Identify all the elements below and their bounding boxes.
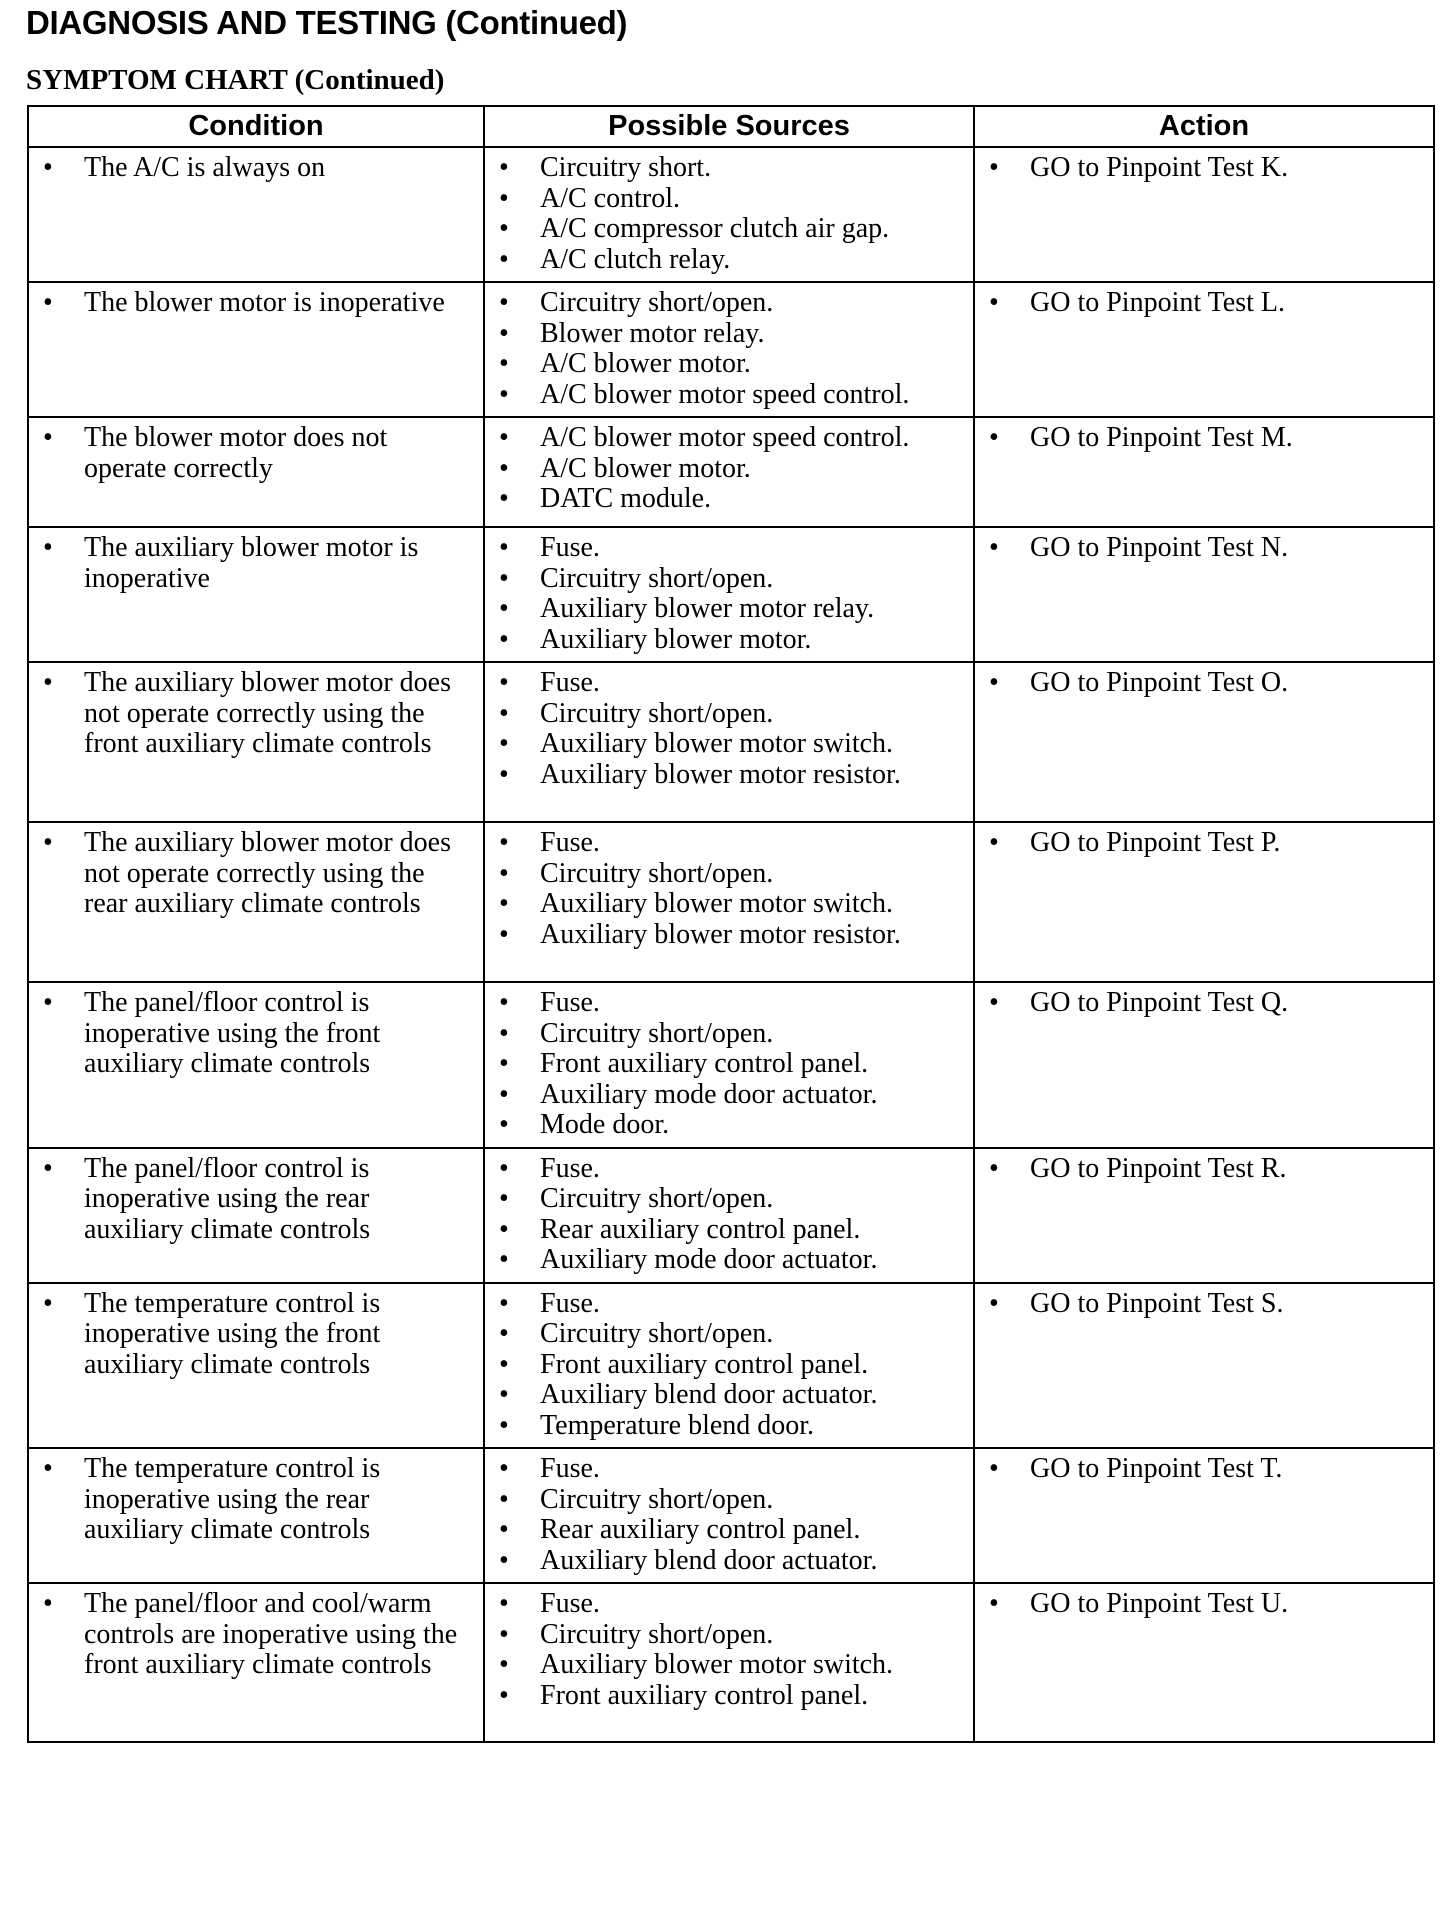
possible-source-item: • Auxiliary mode door actuator. (493, 1245, 965, 1276)
table-row (28, 1283, 1434, 1449)
action-cell (974, 1148, 1434, 1283)
action-text: • GO to Pinpoint Test M. (983, 423, 1425, 454)
condition-text: • The temperature control is inoperative using the rear auxiliary climate controls (37, 1454, 475, 1546)
possible-sources-list (493, 828, 965, 950)
possible-source-item: • Circuitry short/open. (493, 1319, 965, 1350)
possible-source-item: • Rear auxiliary control panel. (493, 1515, 965, 1546)
possible-source-item: • A/C blower motor speed control. (493, 380, 965, 411)
possible-sources-list (493, 988, 965, 1141)
condition-list (37, 153, 475, 184)
condition-list (37, 1454, 475, 1546)
possible-sources-cell (484, 417, 974, 527)
possible-sources-list (493, 288, 965, 410)
possible-sources-list (493, 533, 965, 655)
possible-sources-cell (484, 1148, 974, 1283)
action-list (983, 1289, 1425, 1320)
column-header-possible-sources: Possible Sources (484, 106, 974, 147)
action-text: • GO to Pinpoint Test N. (983, 533, 1425, 564)
condition-text: • The panel/floor control is inoperative using the rear auxiliary climate controls (37, 1154, 475, 1246)
possible-source-item: • Circuitry short/open. (493, 288, 965, 319)
condition-text: • The A/C is always on (37, 153, 475, 184)
possible-source-item: • DATC module. (493, 484, 965, 515)
condition-text: • The panel/floor control is inoperative using the front auxiliary climate controls (37, 988, 475, 1080)
possible-source-item: • Fuse. (493, 1154, 965, 1185)
condition-text: • The blower motor is inoperative (37, 288, 475, 319)
possible-sources-list (493, 1589, 965, 1711)
condition-cell (28, 282, 484, 417)
action-list (983, 1589, 1425, 1620)
possible-source-item: • A/C blower motor speed control. (493, 423, 965, 454)
action-list (983, 668, 1425, 699)
possible-source-item: • Auxiliary blower motor. (493, 625, 965, 656)
condition-cell (28, 1148, 484, 1283)
condition-cell (28, 147, 484, 282)
action-text: • GO to Pinpoint Test O. (983, 668, 1425, 699)
possible-sources-cell (484, 1283, 974, 1449)
possible-sources-cell (484, 1448, 974, 1583)
table-row (28, 1448, 1434, 1583)
column-header-action: Action (974, 106, 1434, 147)
possible-source-item: • Auxiliary blower motor resistor. (493, 920, 965, 951)
action-cell (974, 822, 1434, 982)
possible-source-item: • Auxiliary blend door actuator. (493, 1546, 965, 1577)
possible-source-item: • A/C clutch relay. (493, 245, 965, 276)
condition-cell (28, 417, 484, 527)
action-cell (974, 282, 1434, 417)
action-cell (974, 662, 1434, 822)
action-list (983, 153, 1425, 184)
condition-text: • The temperature control is inoperative using the front auxiliary climate controls (37, 1289, 475, 1381)
action-text: • GO to Pinpoint Test K. (983, 153, 1425, 184)
condition-list (37, 288, 475, 319)
table-row (28, 417, 1434, 527)
condition-cell (28, 822, 484, 982)
action-text: • GO to Pinpoint Test U. (983, 1589, 1425, 1620)
table-row (28, 982, 1434, 1148)
action-list (983, 423, 1425, 454)
condition-list (37, 533, 475, 594)
action-list (983, 288, 1425, 319)
possible-source-item: • Auxiliary blower motor relay. (493, 594, 965, 625)
possible-sources-list (493, 1154, 965, 1276)
condition-cell (28, 662, 484, 822)
action-text: • GO to Pinpoint Test L. (983, 288, 1425, 319)
condition-text: • The panel/floor and cool/warm controls are inoperative using the front auxiliary climate controls (37, 1589, 475, 1681)
possible-source-item: • Circuitry short/open. (493, 1485, 965, 1516)
possible-source-item: • A/C blower motor. (493, 454, 965, 485)
possible-source-item: • Circuitry short/open. (493, 859, 965, 890)
table-body (28, 147, 1434, 1742)
possible-source-item: • Auxiliary blower motor resistor. (493, 760, 965, 791)
condition-list (37, 828, 475, 920)
possible-source-item: • Circuitry short/open. (493, 1019, 965, 1050)
possible-source-item: • Circuitry short/open. (493, 699, 965, 730)
possible-source-item: • Circuitry short/open. (493, 1620, 965, 1651)
action-list (983, 1454, 1425, 1485)
action-list (983, 828, 1425, 859)
possible-sources-cell (484, 662, 974, 822)
possible-source-item: • A/C control. (493, 184, 965, 215)
table-row (28, 527, 1434, 662)
table-row (28, 1148, 1434, 1283)
page-title: DIAGNOSIS AND TESTING (Continued) (26, 4, 628, 41)
action-text: • GO to Pinpoint Test R. (983, 1154, 1425, 1185)
condition-list (37, 1154, 475, 1246)
possible-sources-list (493, 423, 965, 515)
table-row (28, 1583, 1434, 1742)
possible-source-item: • Fuse. (493, 1454, 965, 1485)
possible-source-item: • Fuse. (493, 988, 965, 1019)
condition-list (37, 1289, 475, 1381)
possible-sources-list (493, 1289, 965, 1442)
possible-sources-cell (484, 147, 974, 282)
possible-source-item: • Fuse. (493, 1589, 965, 1620)
possible-source-item: • Circuitry short/open. (493, 564, 965, 595)
possible-source-item: • Front auxiliary control panel. (493, 1049, 965, 1080)
possible-sources-list (493, 668, 965, 790)
action-cell (974, 527, 1434, 662)
condition-cell (28, 527, 484, 662)
condition-text: • The auxiliary blower motor does not operate correctly using the front auxiliary climate controls (37, 668, 475, 760)
condition-list (37, 423, 475, 484)
possible-source-item: • Front auxiliary control panel. (493, 1681, 965, 1712)
possible-source-item: • Mode door. (493, 1110, 965, 1141)
possible-source-item: • Blower motor relay. (493, 319, 965, 350)
action-text: • GO to Pinpoint Test P. (983, 828, 1425, 859)
action-list (983, 988, 1425, 1019)
action-cell (974, 1583, 1434, 1742)
action-text: • GO to Pinpoint Test T. (983, 1454, 1425, 1485)
action-list (983, 1154, 1425, 1185)
condition-list (37, 668, 475, 760)
possible-sources-cell (484, 982, 974, 1148)
possible-source-item: • Fuse. (493, 668, 965, 699)
table-row (28, 282, 1434, 417)
possible-source-item: • Circuitry short/open. (493, 1184, 965, 1215)
possible-source-item: • Fuse. (493, 533, 965, 564)
table-row (28, 822, 1434, 982)
table-header (28, 106, 1434, 147)
possible-sources-list (493, 1454, 965, 1576)
action-cell (974, 147, 1434, 282)
table-row (28, 147, 1434, 282)
possible-source-item: • Temperature blend door. (493, 1411, 965, 1442)
action-text: • GO to Pinpoint Test S. (983, 1289, 1425, 1320)
possible-source-item: • Auxiliary blend door actuator. (493, 1380, 965, 1411)
action-cell (974, 417, 1434, 527)
condition-list (37, 988, 475, 1080)
possible-sources-cell (484, 527, 974, 662)
possible-sources-cell (484, 282, 974, 417)
condition-text: • The blower motor does not operate correctly (37, 423, 475, 484)
possible-source-item: • A/C blower motor. (493, 349, 965, 380)
action-text: • GO to Pinpoint Test Q. (983, 988, 1425, 1019)
possible-source-item: • Front auxiliary control panel. (493, 1350, 965, 1381)
condition-cell (28, 1448, 484, 1583)
condition-cell (28, 1583, 484, 1742)
possible-source-item: • A/C compressor clutch air gap. (493, 214, 965, 245)
symptom-chart-table (27, 105, 1435, 1743)
condition-cell (28, 1283, 484, 1449)
possible-source-item: • Fuse. (493, 828, 965, 859)
table-row (28, 662, 1434, 822)
condition-text: • The auxiliary blower motor does not operate correctly using the rear auxiliary climate controls (37, 828, 475, 920)
possible-source-item: • Auxiliary mode door actuator. (493, 1080, 965, 1111)
possible-source-item: • Auxiliary blower motor switch. (493, 1650, 965, 1681)
possible-source-item: • Auxiliary blower motor switch. (493, 889, 965, 920)
action-cell (974, 982, 1434, 1148)
possible-sources-cell (484, 822, 974, 982)
column-header-condition: Condition (28, 106, 484, 147)
action-list (983, 533, 1425, 564)
action-cell (974, 1283, 1434, 1449)
possible-source-item: • Circuitry short. (493, 153, 965, 184)
possible-sources-cell (484, 1583, 974, 1742)
condition-cell (28, 982, 484, 1148)
possible-source-item: • Auxiliary blower motor switch. (493, 729, 965, 760)
possible-source-item: • Rear auxiliary control panel. (493, 1215, 965, 1246)
condition-list (37, 1589, 475, 1681)
action-cell (974, 1448, 1434, 1583)
possible-source-item: • Fuse. (493, 1289, 965, 1320)
section-title: SYMPTOM CHART (Continued) (26, 64, 445, 96)
condition-text: • The auxiliary blower motor is inoperative (37, 533, 475, 594)
possible-sources-list (493, 153, 965, 275)
